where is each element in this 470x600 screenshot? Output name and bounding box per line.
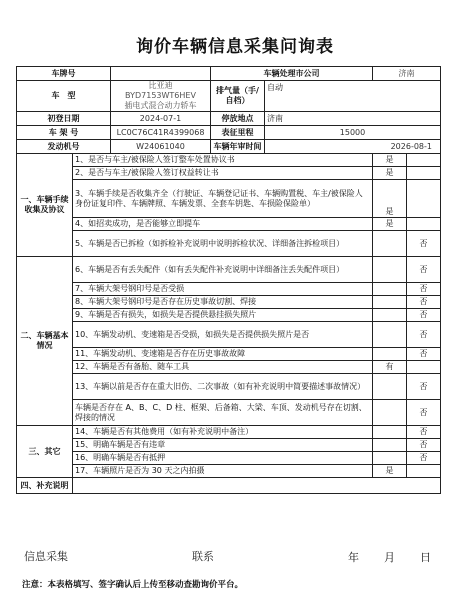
model-value (111, 81, 211, 112)
answer-yes (373, 348, 407, 361)
emission-label: 排气量（手/自档） (211, 81, 265, 112)
supplement-row (17, 478, 441, 494)
collector-label: 信息采集 (24, 550, 68, 563)
item-row (17, 426, 441, 439)
answer-yes: 是 (373, 218, 407, 231)
item-text: 16、明确车辆是否有抵押 (73, 452, 373, 465)
mileage-label: 表征里程 (211, 126, 265, 140)
category-2: 二、车辆基本情况 (17, 257, 73, 426)
answer-yes (373, 374, 407, 400)
item-row (17, 309, 441, 322)
first-reg-value: 2024-07-1 (111, 112, 211, 126)
answer-yes (373, 231, 407, 257)
item-row (17, 322, 441, 348)
answer-no: 否 (407, 231, 441, 257)
answer-yes (373, 322, 407, 348)
answer-yes: 有 (373, 361, 407, 374)
info-row-vin (17, 126, 441, 140)
answer-yes (373, 400, 407, 426)
contact-label: 联系 (192, 550, 214, 563)
item-text: 7、车辆大架号钢印号是否受损 (73, 283, 373, 296)
answer-yes: 是 (373, 167, 407, 180)
info-row-plate (17, 67, 441, 81)
item-row (17, 257, 441, 283)
category-4: 四、补充说明 (17, 478, 73, 494)
year-label: 年 (348, 551, 359, 564)
first-reg-label: 初登日期 (17, 112, 111, 126)
answer-no: 否 (407, 374, 441, 400)
item-row (17, 400, 441, 426)
vin-value: LC0C76C41R4399068 (111, 126, 211, 140)
answer-no: 否 (407, 283, 441, 296)
item-text: 4、如招卖成功，是否能够立即提车 (73, 218, 373, 231)
item-text: 10、车辆发动机、变速箱是否受损，如损失是否提供损失照片是否 (73, 322, 373, 348)
item-text: 15、明确车辆是否有违章 (73, 439, 373, 452)
answer-yes (373, 309, 407, 322)
item-row (17, 348, 441, 361)
answer-yes (373, 426, 407, 439)
form-title: 询价车辆信息采集问询表 (136, 37, 334, 57)
item-row (17, 452, 441, 465)
answer-no: 否 (407, 452, 441, 465)
answer-yes: 是 (373, 180, 407, 218)
answer-no (407, 465, 441, 478)
item-text: 5、车辆是否已拆检（如拆检补充说明中说明拆检状况、详细备注拆检项目） (73, 231, 373, 257)
engine-label: 发动机号 (17, 140, 111, 154)
park-label: 停放地点 (211, 112, 265, 126)
answer-yes: 是 (373, 154, 407, 167)
item-text: 13、车辆以前是否存在重大旧伤、二次事故（如有补充说明中简要描述事故情况） (73, 374, 373, 400)
answer-no (407, 167, 441, 180)
answer-no: 否 (407, 348, 441, 361)
answer-yes (373, 439, 407, 452)
info-row-firstreg (17, 112, 441, 126)
item-row (17, 231, 441, 257)
footer-note: 注意：本表格填写、签字确认后上传至移动查勘询价平台。 (22, 580, 244, 590)
inspect-label: 车辆年审时间 (211, 140, 265, 154)
item-row (17, 283, 441, 296)
item-row (17, 154, 441, 167)
item-row (17, 374, 441, 400)
inquiry-table (16, 66, 441, 494)
info-row-model (17, 81, 441, 112)
answer-yes (373, 257, 407, 283)
engine-value: W24061040 (111, 140, 211, 154)
item-row (17, 439, 441, 452)
item-text: 1、是否与车主/被保险人签订整车处置协议书 (73, 154, 373, 167)
item-row (17, 465, 441, 478)
answer-no: 否 (407, 400, 441, 426)
plate-value (111, 67, 211, 81)
item-text: 12、车辆是否有备胎、随车工具 (73, 361, 373, 374)
item-text: 14、车辆是否有其他费用（如有补充说明中备注） (73, 426, 373, 439)
answer-no: 否 (407, 426, 441, 439)
item-row (17, 167, 441, 180)
vin-label: 车 架 号 (17, 126, 111, 140)
month-label: 月 (384, 551, 395, 564)
answer-no: 否 (407, 439, 441, 452)
item-text: 车辆是否存在 A、B、C、D 柱、框架、后备箱、大梁、车顶、发动机号存在切割、焊接的情况 (73, 400, 373, 426)
item-text: 3、车辆手续是否收集齐全（行驶证、车辆登记证书、车辆购置税、车主/被保险人身份证复印件、车辆牌照、车辆发票、全套车钥匙、车损险保险单） (73, 180, 373, 218)
answer-no: 否 (407, 257, 441, 283)
item-text: 11、车辆发动机、变速箱是否存在历史事故故障 (73, 348, 373, 361)
answer-yes (373, 452, 407, 465)
item-text: 2、是否与车主/被保险人签订权益转让书 (73, 167, 373, 180)
answer-no: 否 (407, 322, 441, 348)
mileage-value: 15000 (265, 126, 441, 140)
item-text: 6、车辆是否有丢失配件（如有丢失配件补充说明中详细备注丢失配件项目） (73, 257, 373, 283)
answer-no: 否 (407, 309, 441, 322)
answer-no (407, 218, 441, 231)
info-row-engine (17, 140, 441, 154)
answer-no (407, 154, 441, 167)
answer-no: 否 (407, 296, 441, 309)
item-text: 17、车辆照片是否为 30 天之内拍摄 (73, 465, 373, 478)
model-label: 车 型 (17, 81, 111, 112)
inspect-value: 2026-08-1 (265, 140, 441, 154)
day-label: 日 (420, 551, 431, 564)
supplement-field[interactable] (73, 478, 441, 494)
location-value: 济南 (373, 67, 441, 81)
item-text: 8、车辆大架号钢印号是否存在历史事故切割、焊接 (73, 296, 373, 309)
item-row (17, 296, 441, 309)
category-3: 三、其它 (17, 426, 73, 478)
item-text: 9、车辆是否有损失，如损失是否提供悬挂损失照片 (73, 309, 373, 322)
answer-no (407, 180, 441, 218)
emission-value: 自动 (265, 81, 441, 112)
answer-yes (373, 283, 407, 296)
answer-yes: 是 (373, 465, 407, 478)
model-value-line1: 比亚迪 BYD7153WT6HEV (125, 81, 196, 100)
answer-yes (373, 296, 407, 309)
location-label: 车辆处理市公司 (211, 67, 373, 81)
model-value-line2: 插电式混合动力轿车 (124, 101, 197, 110)
item-row (17, 361, 441, 374)
item-row (17, 180, 441, 218)
park-value: 济南 (265, 112, 441, 126)
answer-no (407, 361, 441, 374)
item-row (17, 218, 441, 231)
category-1: 一、车辆手续收集及协议 (17, 154, 73, 257)
plate-label: 车牌号 (17, 67, 111, 81)
